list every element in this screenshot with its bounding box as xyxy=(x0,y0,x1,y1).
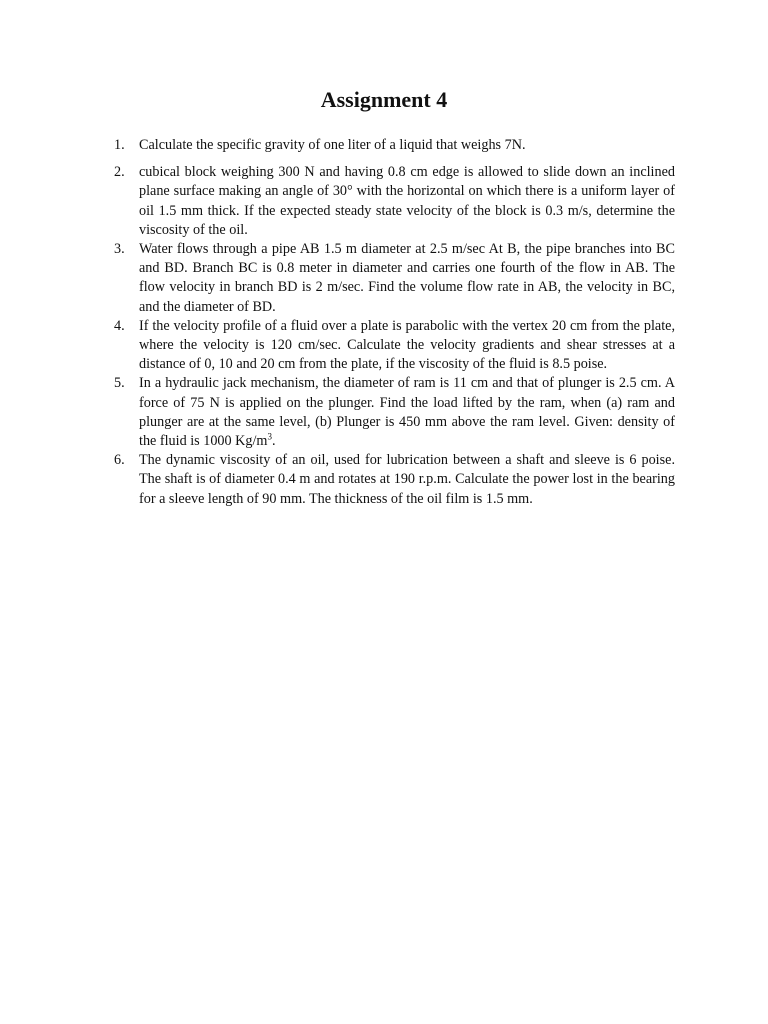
question-number: 3. xyxy=(114,241,125,258)
question-text-tail: . xyxy=(271,433,276,450)
question-text: Water flows through a pipe AB 1.5 m diameter at 2.5 m/sec At B, the pipe branches into BC and BD. Branch BC is 0.8 meter in diameter and carries one fourth of the flow in AB. The flow velocity in branch BD is 2 m/sec. Find the volume flow rate in AB, the velocity in BC, and the diameter of BD. xyxy=(139,241,675,315)
question-item-2 xyxy=(114,163,675,240)
question-number: 6. xyxy=(114,452,125,469)
superscript-exponent: 3 xyxy=(267,431,272,442)
question-item-4 xyxy=(114,317,675,375)
question-number: 5. xyxy=(114,375,125,392)
question-list xyxy=(114,136,675,509)
question-item-6 xyxy=(114,451,675,509)
question-item-1 xyxy=(114,136,675,155)
question-number: 1. xyxy=(114,137,125,153)
question-item-3 xyxy=(114,240,675,317)
question-text: If the velocity profile of a fluid over a plate is parabolic with the vertex 20 cm from the plate, where the velocity is 120 cm/sec. Calculate the velocity gradients and shear stresses at a distance of 0, 10 and 20 cm from the plate, if the viscosity of the fluid is 8.5 poise. xyxy=(139,317,675,373)
question-text-wrapper xyxy=(139,374,675,451)
question-number: 4. xyxy=(114,317,125,334)
question-item-5 xyxy=(114,374,675,451)
question-text: Calculate the specific gravity of one liter of a liquid that weighs 7N. xyxy=(139,137,526,153)
question-text: The dynamic viscosity of an oil, used for lubrication between a shaft and sleeve is 6 poise. The shaft is of diameter 0.4 m and rotates at 190 r.p.m. Calculate the power lost in the bearing for a sleeve length of 90 mm. The thickness of the oil film is 1.5 mm. xyxy=(139,452,675,507)
page-title: Assignment 4 xyxy=(320,87,448,112)
question-text: cubical block weighing 300 N and having 0.8 cm edge is allowed to slide down an inclined plane surface making an angle of 30° with the horizontal on which there is a uniform layer of oil 1.5 mm thick. If the expected steady state velocity of the block is 0.3 m/s, determine the viscosity of the oil. xyxy=(139,164,675,238)
question-number: 2. xyxy=(114,164,125,181)
question-text: In a hydraulic jack mechanism, the diameter of ram is 11 cm and that of plunger is 2.5 cm. A force of 75 N is applied on the plunger. Find the load lifted by the ram, when (a) ram and plunger are at the same level, (b) Plunger is 450 mm above the ram level. Given: density of the fluid is 1000 Kg/m xyxy=(139,375,675,450)
